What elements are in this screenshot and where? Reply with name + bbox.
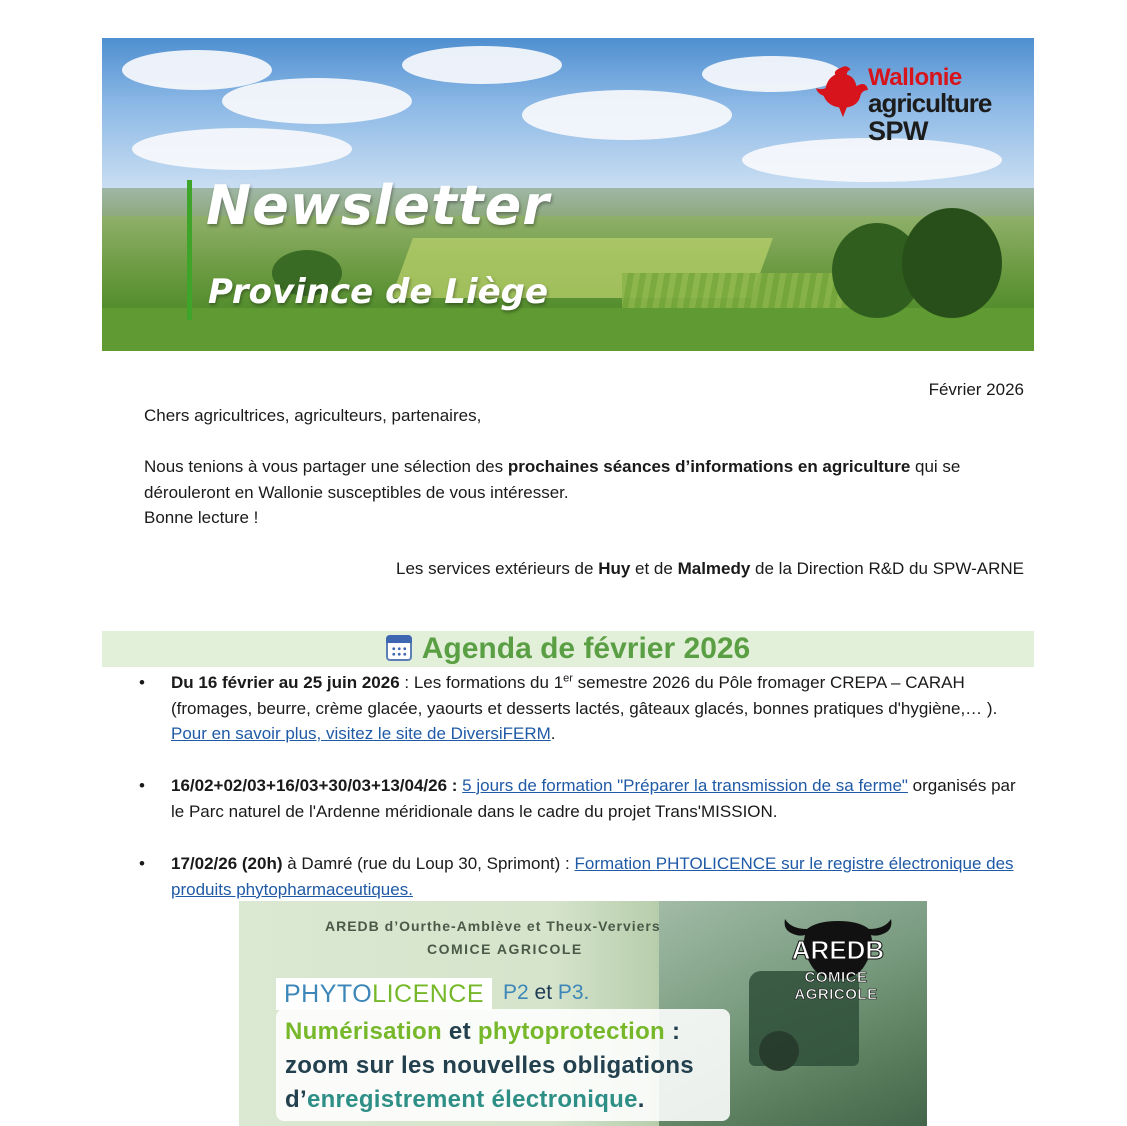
poster-headline-line2: zoom sur les nouvelles obligations xyxy=(285,1052,694,1079)
cloud xyxy=(222,78,412,124)
intro-text-end: qui se dérouleront en Wallonie susceptibles de vous intéresser. xyxy=(144,457,961,502)
headline-word: et xyxy=(441,1018,478,1045)
poster-organisation: AREDB d’Ourthe-Amblève et Theux-Verviers xyxy=(325,918,661,934)
title-accent-bar xyxy=(187,180,192,320)
aredb-logo-subtext: COMICE AGRICOLE xyxy=(794,969,878,1003)
poster-levels xyxy=(503,981,589,1005)
cloud xyxy=(522,90,732,140)
transmission-training-link[interactable]: 5 jours de formation "Préparer la transmission de sa ferme" xyxy=(462,776,908,795)
bullet: • xyxy=(139,673,145,692)
diversiferm-link[interactable]: Pour en savoir plus, visitez le site de DiversiFERM xyxy=(171,724,551,743)
agenda-item xyxy=(139,851,1031,902)
headline-word: Numérisation xyxy=(285,1018,442,1045)
agenda-item xyxy=(139,670,1031,747)
agenda-header xyxy=(102,631,1034,667)
cloud xyxy=(132,128,352,170)
phytolicence-link[interactable]: Formation PHTOLICENCE sur le registre électronique des produits phytopharmaceutiques. xyxy=(171,854,1014,899)
headline-word: : xyxy=(665,1018,681,1045)
signature-malmedy: Malmedy xyxy=(677,559,751,578)
level-p2: P2 xyxy=(503,981,529,1004)
logo-wallonie-text: Wallonie xyxy=(868,64,962,91)
banner-subtitle: Province de Liège xyxy=(208,272,549,312)
headline-word: phytoprotection xyxy=(477,1018,666,1045)
aredb-logo-text: AREDB xyxy=(791,935,885,965)
intro-bold-text: prochaines séances d’informations en agriculture xyxy=(507,457,911,476)
superscript: er xyxy=(563,672,573,685)
logo-agriculture-text: agriculture xyxy=(868,88,992,118)
headline-word: . xyxy=(637,1086,645,1113)
agenda-title xyxy=(102,631,1034,667)
tree xyxy=(902,208,1002,318)
intro-text: Nous tenions à vous partager une sélection des xyxy=(144,457,508,476)
greeting: Chers agricultrices, agriculteurs, partenaires, xyxy=(144,406,482,425)
agenda-item-date: Du 16 février au 25 juin 2026 xyxy=(171,673,400,692)
agenda-item xyxy=(139,773,1031,824)
signature-huy: Huy xyxy=(598,559,631,578)
agenda-item-text: à Damré (rue du Loup 30, Sprimont) : xyxy=(282,854,575,873)
signature xyxy=(396,556,1024,582)
headline-word: d’ xyxy=(285,1086,307,1113)
signature-text: Les services extérieurs de xyxy=(395,559,599,578)
newsletter-date: Février 2026 xyxy=(928,380,1024,399)
newsletter-banner xyxy=(102,38,1034,351)
phytolicence-label xyxy=(276,978,492,1010)
wallonie-agriculture-logo xyxy=(812,60,1022,150)
agenda-item-text: organisés par le Parc naturel de l'Ardenne méridionale dans le cadre du projet Trans'MISSION. xyxy=(171,776,1016,821)
cloud xyxy=(402,46,562,84)
calendar-icon xyxy=(386,635,412,661)
headline-word: enregistrement électronique xyxy=(306,1086,638,1113)
agenda-item-date: 16/02+02/03+16/03+30/03+13/04/26 : xyxy=(171,776,458,795)
level-p3: P3. xyxy=(557,981,590,1004)
phyto-text: PHYTO xyxy=(284,980,373,1008)
poster-comice: COMICE AGRICOLE xyxy=(427,941,583,957)
agenda-item-date: 17/02/26 (20h) xyxy=(171,854,283,873)
agenda-item-text: . xyxy=(550,724,556,743)
signature-text: et de xyxy=(630,559,678,578)
intro-paragraph xyxy=(144,454,1024,531)
phytolicence-poster[interactable] xyxy=(239,901,927,1126)
field-patch xyxy=(102,308,1034,351)
agenda-item-text: semestre 2026 du Pôle fromager CREPA – CARAH (fromages, beurre, crème glacée, yaourts et desserts lactés, gâteaux glacés, bonnes pratiques d'hygiène,… ). xyxy=(171,673,998,718)
agenda-title-text: Agenda de février 2026 xyxy=(421,632,751,665)
rooster-icon xyxy=(812,62,870,120)
poster-headline-line3 xyxy=(285,1085,645,1115)
poster-headline-line1 xyxy=(285,1017,680,1047)
level-et: et xyxy=(528,981,558,1004)
logo-spw-text: SPW xyxy=(868,116,929,146)
closing-text: Bonne lecture ! xyxy=(144,508,259,527)
banner-title: Newsletter xyxy=(206,174,550,237)
licence-text: LICENCE xyxy=(372,980,485,1008)
aredb-logo xyxy=(761,913,911,1003)
bullet: • xyxy=(139,776,145,795)
agenda-item-text: : Les formations du 1 xyxy=(399,673,564,692)
bullet: • xyxy=(139,854,145,873)
signature-text: de la Direction R&D du SPW-ARNE xyxy=(750,559,1024,578)
